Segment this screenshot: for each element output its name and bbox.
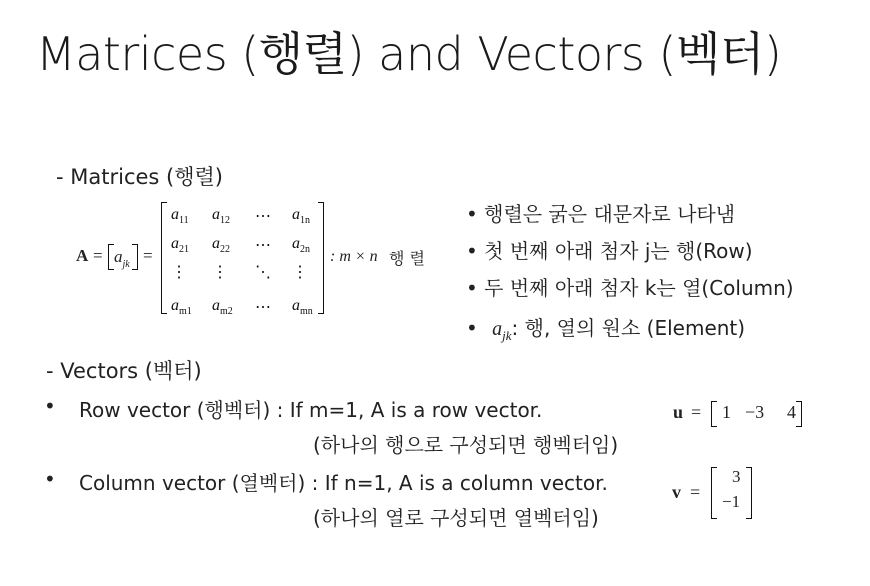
matrix-cell: $a_{11}$ bbox=[171, 206, 189, 226]
row-vector-right-bracket bbox=[796, 401, 802, 427]
column-vector-text: Column vector (열벡터) : If n=1, A is a column vector. bbox=[79, 471, 608, 495]
matrix-bullet-4: • $a_{jk}$: 행, 열의 원소 (Element) bbox=[466, 316, 746, 343]
element-symbol: $a_{jk}$ bbox=[114, 247, 130, 270]
matrix-cell: ⋮ bbox=[171, 264, 187, 281]
column-vector-right-bracket bbox=[746, 467, 752, 519]
row-vector-text: Row vector (행벡터) : If m=1, A is a row vector. bbox=[79, 398, 543, 422]
matrix-cell: ⋱ bbox=[255, 264, 271, 281]
row-vector-value: 4 bbox=[787, 402, 796, 422]
matrix-cell: ⋯ bbox=[255, 208, 271, 225]
equals-sign: = bbox=[690, 482, 701, 502]
column-vector-left-bracket bbox=[711, 467, 717, 519]
matrix-dimension-suffix: 행 렬 bbox=[389, 249, 425, 268]
matrix-cell: ⋮ bbox=[292, 264, 308, 281]
matrix-cell: $a_{m2}$ bbox=[212, 297, 233, 317]
matrix-cell: ⋯ bbox=[255, 237, 271, 254]
right-small-bracket bbox=[132, 244, 138, 270]
row-vector-note: (하나의 행으로 구성되면 행벡터임) bbox=[313, 433, 619, 457]
matrix-cell: $a_{21}$ bbox=[171, 235, 189, 255]
column-vector-note: (하나의 열로 구성되면 열벡터임) bbox=[313, 506, 599, 530]
vectors-heading: - Vectors (벡터) bbox=[46, 359, 202, 383]
matrix-cell: $a_{mn}$ bbox=[292, 297, 313, 317]
equals-sign: = bbox=[143, 246, 153, 265]
matrix-cell: $a_{2n}$ bbox=[292, 235, 310, 255]
column-vector-value: 3 bbox=[732, 467, 741, 486]
matrix-cell: $a_{1n}$ bbox=[292, 206, 310, 226]
matrix-symbol: A bbox=[76, 246, 89, 265]
matrix-cell: $a_{22}$ bbox=[212, 235, 230, 255]
vector-u-symbol: u bbox=[673, 402, 684, 422]
matrix-cell: ⋮ bbox=[212, 264, 228, 281]
matrix-bullet-1: • 행렬은 굵은 대문자로 나타냄 bbox=[466, 202, 736, 226]
row-vector-value: −3 bbox=[745, 402, 765, 422]
equals-sign: = bbox=[93, 246, 103, 265]
vector-v-symbol: v bbox=[672, 482, 681, 502]
column-vector-bullet: • bbox=[44, 467, 56, 491]
page-title: Matrices (행렬) and Vectors (벡터) bbox=[36, 27, 782, 81]
equals-sign: = bbox=[691, 402, 702, 422]
matrix-cell: ⋯ bbox=[255, 299, 271, 316]
row-vector-left-bracket bbox=[711, 401, 717, 427]
element-symbol: a bbox=[492, 318, 503, 340]
matrix-bullet-3: • 두 번째 아래 첨자 k는 열(Column) bbox=[466, 276, 794, 300]
matrices-heading: - Matrices (행렬) bbox=[56, 165, 223, 189]
column-vector-value: −1 bbox=[722, 492, 741, 511]
matrix-cell: $a_{12}$ bbox=[212, 206, 230, 226]
row-vector-bullet: • bbox=[44, 394, 56, 418]
row-vector-value: 1 bbox=[722, 402, 731, 422]
matrix-right-bracket bbox=[318, 202, 324, 314]
matrix-cell: $a_{m1}$ bbox=[171, 297, 192, 317]
matrix-dimension: : m × n bbox=[330, 248, 378, 265]
matrix-left-bracket bbox=[161, 202, 167, 314]
matrix-bullet-2: • 첫 번째 아래 첨자 j는 행(Row) bbox=[466, 239, 753, 263]
